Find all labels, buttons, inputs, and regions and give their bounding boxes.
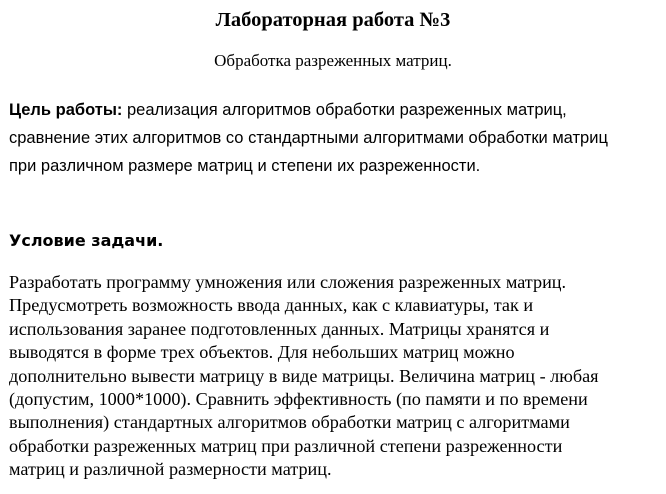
- document-title: Лабораторная работа №3: [215, 9, 451, 31]
- goal-paragraph: [9, 96, 664, 180]
- task-text-line: Предусмотреть возможность ввода данных, как с клавиатуры, так и: [9, 295, 534, 316]
- goal-text-line-2: сравнение этих алгоритмов со стандартными алгоритмами обработки матриц: [9, 129, 608, 147]
- task-heading: Условие задачи.: [9, 231, 164, 250]
- task-text-line: использования заранее подготовленных данных. Матрицы хранятся и: [9, 318, 550, 339]
- task-text-line: дополнительно вывести матрицу в виде матрицы. Величина матриц - любая: [9, 365, 599, 386]
- document-subtitle: Обработка разреженных матриц.: [214, 51, 452, 70]
- task-text-line: матриц и различной размерности матриц.: [9, 459, 332, 480]
- goal-label: Цель работы:: [9, 101, 123, 119]
- task-text-line: выводятся в форме трех объектов. Для небольших матриц можно: [9, 342, 515, 363]
- goal-text-line-3: при различном размере матриц и степени их разреженности.: [9, 157, 481, 175]
- task-text-line: Разработать программу умножения или сложения разреженных матриц.: [9, 272, 567, 292]
- task-text-line: обработки разреженных матриц при различной степени разреженности: [9, 435, 563, 456]
- task-paragraph: [9, 271, 664, 482]
- task-text-line: (допустим, 1000*1000). Сравнить эффективность (по памяти и по времени: [9, 389, 588, 410]
- goal-text-line-1: реализация алгоритмов обработки разреженных матриц,: [122, 101, 567, 119]
- task-text-line: выполнения) стандартных алгоритмов обработки матриц с алгоритмами: [9, 412, 570, 433]
